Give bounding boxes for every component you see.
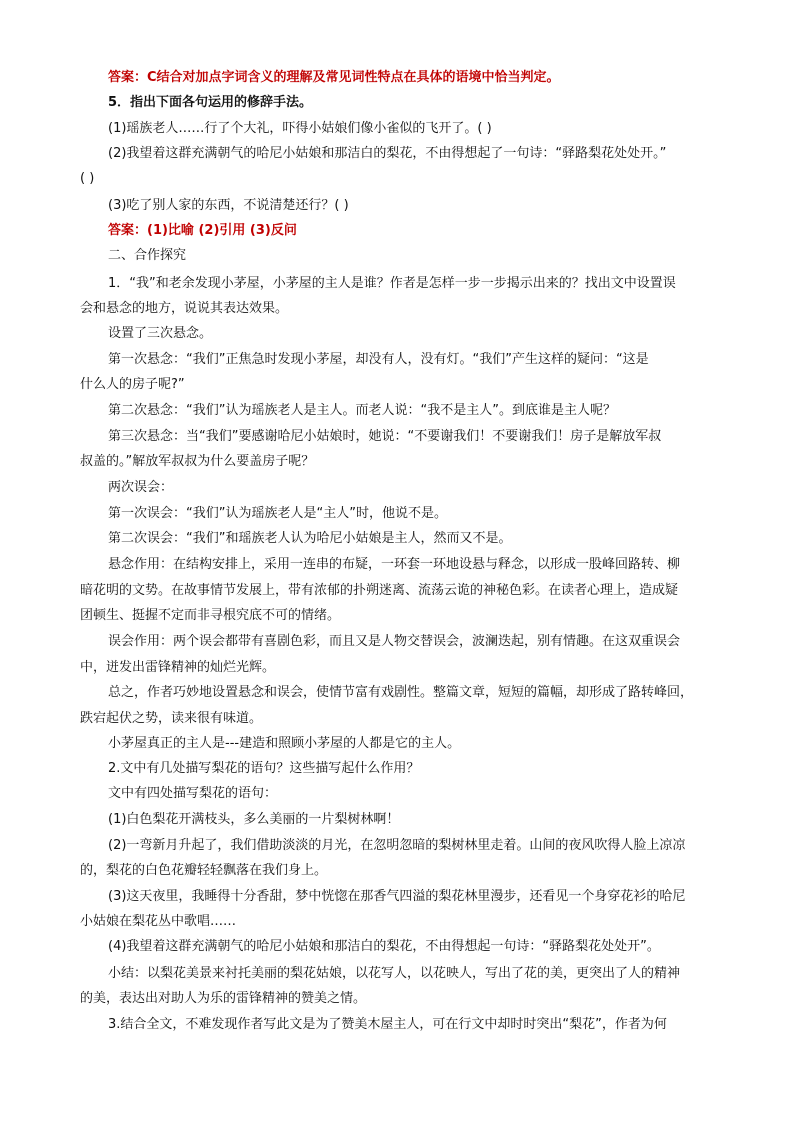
text-line: 第一次悬念：“我们”正焦急时发现小茅屋，却没有人，没有灯。“我们”产生这样的疑问：“这是	[108, 352, 649, 367]
text-line: 两次误会：	[108, 480, 174, 495]
text-line: 第二次误会：“我们”和瑶族老人认为哈尼小姑娘是主人，然而又不是。	[108, 531, 512, 546]
text-line: 的，梨花的白色花瓣轻轻飘落在我们身上。	[80, 863, 328, 878]
answer-line: 答案：(1)比喻 (2)引用 (3)反问	[108, 223, 297, 238]
text-line: (1)白色梨花开满枝头，多么美丽的一片梨树林啊！	[108, 812, 400, 827]
text-line: 总之，作者巧妙地设置悬念和误会，使情节富有戏剧性。整篇文章，短短的篇幅，却形成了路转峰回，	[108, 685, 694, 700]
text-line: 小茅屋真正的主人是---建造和照顾小茅屋的人都是它的主人。	[108, 736, 461, 751]
text-line: 什么人的房子呢?”	[80, 377, 185, 392]
text-line: 小姑娘在梨花丛中歌唱……	[80, 914, 237, 929]
text-line: 文中有四处描写梨花的语句：	[108, 786, 278, 801]
text-line: (2)一弯新月升起了，我们借助淡淡的月光，在忽明忽暗的梨树林里走着。山间的夜风吹得人脸上凉凉	[108, 838, 686, 853]
text-line: (4)我望着这群充满朝气的哈尼小姑娘和那洁白的梨花，不由得想起一句诗：“驿路梨花处处开”。	[108, 939, 660, 954]
text-line: 跌宕起伏之势，读来很有味道。	[80, 711, 263, 726]
text-line: 悬念作用：在结构安排上，采用一连串的布疑，一环套一环地设悬与释念，以形成一股峰回路转、柳	[108, 557, 681, 572]
text-line: 1．“我”和老余发现小茅屋，小茅屋的主人是谁？作者是怎样一步一步揭示出来的？找出文中设置误	[108, 276, 676, 291]
text-line: 5．指出下面各句运用的修辞手法。	[108, 95, 313, 110]
text-line: 暗花明的文势。在故事情节发展上，带有浓郁的扑朔迷离、流荡云诡的神秘色彩。在读者心理上，造成疑	[80, 583, 679, 598]
text-line: 的美，表达出对助人为乐的雷锋精神的赞美之情。	[80, 991, 367, 1006]
text-line: (3)吃了别人家的东西，不说清楚还行？( )	[108, 198, 349, 213]
text-line: 2.文中有几处描写梨花的语句？这些描写起什么作用？	[108, 761, 420, 776]
answer-line: 答案：C结合对加点字词含义的理解及常见词性特点在具体的语境中恰当判定。	[108, 70, 560, 85]
text-line: (3)这天夜里，我睡得十分香甜，梦中恍惚在那香气四溢的梨花林里漫步，还看见一个身穿花衫的哈尼	[108, 889, 686, 904]
text-line: 中，迸发出雷锋精神的灿烂光辉。	[80, 660, 276, 675]
text-line: 团顿生、挺握不定而非寻根究底不可的情绪。	[80, 608, 341, 623]
text-line: 第一次误会：“我们”认为瑶族老人是“主人”时，他说不是。	[108, 506, 447, 521]
text-line: 误会作用：两个误会都带有喜剧色彩，而且又是人物交替误会，波澜迭起，别有情趣。在这双重误会	[108, 634, 681, 649]
text-line: 第三次悬念：当“我们”要感谢哈尼小姑娘时，她说：“不要谢我们！不要谢我们！房子是解放军叔	[108, 429, 662, 444]
text-line: 二、合作探究	[108, 248, 187, 263]
text-line: 设置了三次悬念。	[108, 326, 213, 341]
text-line: 第二次悬念：“我们”认为瑶族老人是主人。而老人说：“我不是主人”。到底谁是主人呢？	[108, 403, 616, 418]
text-line: (2)我望着这群充满朝气的哈尼小姑娘和那洁白的梨花，不由得想起了一句诗：“驿路梨花处处开。”	[108, 146, 667, 161]
text-line: 叔盖的。”解放军叔叔为什么要盖房子呢？	[80, 454, 315, 469]
text-line: 3.结合全文，不难发现作者写此文是为了赞美木屋主人，可在行文中却时时突出“梨花”，作者为何	[108, 1017, 667, 1032]
text-line: (1)瑶族老人……行了个大礼，吓得小姑娘们像小雀似的飞开了。( )	[108, 121, 492, 136]
text-line: 小结：以梨花美景来衬托美丽的梨花姑娘，以花写人，以花映人，写出了花的美，更突出了人的精神	[108, 966, 681, 981]
text-line: ( )	[80, 171, 95, 186]
text-line: 会和悬念的地方，说说其表达效果。	[80, 301, 289, 316]
